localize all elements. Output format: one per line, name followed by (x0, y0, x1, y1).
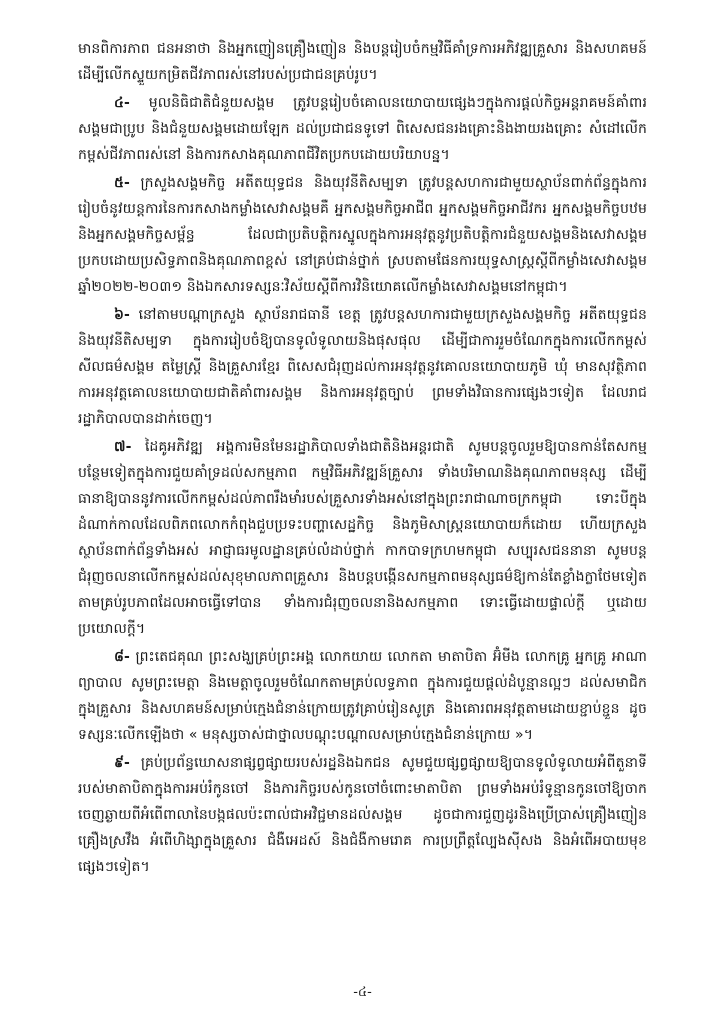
item-number: ៥- (114, 175, 130, 191)
paragraph-text: នៅតាមបណ្តាក្រសួង ស្ថាប័នរាជធានី ខេត្ត ត្រូវបន្តសហការជាមួយក្រសួងសង្គមកិច្ច អតីតយុទ្ធជន និងយុវនីតិសម្បទា ក្នុងការរៀបចំឱ្យបានទូលំទូលាយនិងផុសផុល ដើម្បីជាការរួមចំណែកក្នុងការលើកកម្ពស់សីលធម៌សង្គម តម្លៃស្ត្រី និងគ្រួសារខ្មែរ ពិសេសជំរុញដល់ការអនុវត្តនូវគោលនយោបាយភូមិ ឃុំ មានសុវត្ថិភាព ការអនុវត្តគោលនយោបាយជាតិគាំពារសង្គម និងការអនុវត្តច្បាប់ ព្រមទាំងវិធានការផ្សេងៗទៀត ដែលរាជរដ្ឋាភិបាលបានដាក់ចេញ។ (78, 307, 647, 427)
item-number: ៦- (114, 307, 130, 323)
paragraph-text: មូលនិធិជាតិជំនួយសង្គម ត្រូវបន្តរៀបចំគោលនយោបាយផ្សេងៗក្នុងការផ្តល់កិច្ចអន្តរាគមន៍គាំពារសង្គមជាប្រូប និងជំនួយសង្គមដោយឡែក ដល់ប្រជាជនទូទៅ ពិសេសជនរងគ្រោះនិងងាយរងគ្រោះ សំដៅលើកកម្ពស់ជីវភាពរស់នៅ និងការកសាងគុណភាពជីវិតប្រកបដោយបរិយាបន្ន។ (78, 95, 647, 163)
paragraph-item-4 (78, 90, 647, 168)
page-number: -៤- (353, 985, 372, 1000)
paragraph-item-9 (78, 750, 647, 880)
paragraph-text: ព្រះតេជគុណ ព្រះសង្ឃគ្រប់ព្រះអង្គ លោកយាយ លោកតា មាតាបិតា អ៊ំមីង លោកគ្រូ អ្នកគ្រូ អាណាព្យាបាល សូមព្រះមេត្តា និងមេត្តាចូលរួមចំណែកតាមគ្រប់លទ្ធភាព ក្នុងការជួយផ្តល់ដំបូន្មានល្អៗ ដល់សមាជិកក្នុងគ្រួសារ និងសហគមន៍សម្រាប់ក្មេងជំនាន់ក្រោយត្រូវគ្រាប់រៀនសូត្រ និងគោរពអនុវត្តតាមដោយខ្ជាប់ខ្ជួន ដូចទស្សនៈលើកឡើងថា « មនុស្សចាស់ជាថ្នាលបណ្តុះបណ្តាលសម្រាប់ក្មេងជំនាន់ក្រោយ »។ (78, 649, 647, 743)
paragraph-item-6 (78, 302, 647, 432)
paragraph-text: ក្រសួងសង្គមកិច្ច អតីតយុទ្ធជន និងយុវនីតិសម្បទា ត្រូវបន្តសហការជាមួយស្ថាប័នពាក់ព័ន្ធក្នុងការរៀបចំនូវយន្តការនៃការកសាងកម្លាំងសេវាសង្គមគឺ អ្នកសង្គមកិច្ចអាជីព អ្នកសង្គមកិច្ចអាជីវករ អ្នកសង្គមកិច្ចបឋម និងអ្នកសង្គមកិច្ចសម្ព័ន្ធ ដែលជាប្រតិបត្តិករស្នូលក្នុងការអនុវត្តនូវប្រតិបត្តិការជំនួយសង្គមនិងសេវាសង្គម ប្រកបដោយប្រសិទ្ធភាពនិងគុណភាពខ្ពស់ នៅគ្រប់ជាន់ថ្នាក់ ស្របតាមផែនការយុទ្ធសាស្ត្រស្តីពីកម្លាំងសេវាសង្គម ឆ្នាំ២០២២-២០៣១ និងឯកសារទស្សនៈវិស័យស្តីពីការវិនិយោគលើកម្លាំងសេវាសង្គមនៅកម្ពុជា។ (78, 175, 647, 295)
paragraph-item-8 (78, 644, 647, 748)
paragraph-text: ដៃគូអភិវឌ្ឍ អង្គការមិនមែនរដ្ឋាភិបាលទាំងជាតិនិងអន្តរជាតិ សូមបន្តចូលរួមឱ្យបានកាន់តែសកម្មបន្ថែមទៀតក្នុងការជួយគាំទ្រដល់សកម្មភាព កម្មវិធីអភិវឌ្ឍន៍គ្រួសារ ទាំងបរិមាណនិងគុណភាពមនុស្ស ដើម្បីធានាឱ្យបាននូវការលើកកម្ពស់ដល់ភាពរឹងមាំរបស់គ្រួសារទាំងអស់នៅក្នុងព្រះរាជាណាចក្រកម្ពុជា ទោះបីក្នុងដំណាក់កាលដែលពិភពលោកកំពុងជួបប្រទះបញ្ហាសេដ្ឋកិច្ច និងភូមិសាស្ត្រនយោបាយក៏ដោយ ហើយក្រសួង ស្ថាប័នពាក់ព័ន្ធទាំងអស់ អាជ្ញាធរមូលដ្ឋានគ្រប់លំដាប់ថ្នាក់ កាកបាទក្រហមកម្ពុជា សប្បុរសជននានា សូមបន្តជំរុញចលនាលើកកម្ពស់ដល់សុខុមាលភាពគ្រួសារ និងបន្តបង្កើនសកម្មភាពមនុស្សធម៌ឱ្យកាន់តែខ្លាំងក្លាថែមទៀត តាមគ្រប់រូបភាពដែលអាចធ្វើទៅបាន ទាំងការជំរុញចលនានិងសកម្មភាព ទោះធ្វើដោយផ្ទាល់ក្តី ឬដោយប្រយោលក្តី។ (78, 439, 647, 637)
paragraph-item-5 (78, 170, 647, 300)
item-number: ៧- (114, 439, 132, 455)
paragraph-text: មានពិការភាព ជនអនាថា និងអ្នកញៀនគ្រឿងញៀន និងបន្តរៀបចំកម្មវិធីគាំទ្រការអភិវឌ្ឍគ្រួសារ និងសហគមន៍ ដើម្បីលើកស្ទួយកម្រិតជីវភាពរស់នៅរបស់ប្រជាជនគ្រប់រូប។ (78, 41, 647, 83)
paragraph-text: គ្រប់ប្រព័ន្ធឃោសនាផ្សព្វផ្សាយរបស់រដ្ឋនិងឯកជន សូមជួយផ្សព្វផ្សាយឱ្យបានទូលំទូលាយអំពីតួនាទីរបស់មាតាបិតាក្នុងការអប់រំកូនចៅ និងភារកិច្ចរបស់កូនចៅចំពោះមាតាបិតា ព្រមទាំងអប់រំទូន្មានកូនចៅឱ្យចាកចេញឆ្ងាយពីអំពើពាលានៃបង្កផលប៉ះពាល់ជាអវិជ្ជមានដល់សង្គម ដូចជាការជួញដូរនិងប្រើប្រាស់គ្រឿងញៀន គ្រឿងស្រវឹង អំពើហិង្សាក្នុងគ្រួសារ ជំងឺអេដស៍ និងជំងឺកាមរោគ ការប្រព្រឹត្តល្បែងស៊ីសង និងអំពើអបាយមុខផ្សេងៗទៀត។ (78, 755, 647, 875)
item-number: ៤- (114, 95, 130, 111)
item-number: ៨- (114, 649, 130, 665)
paragraph-item-7 (78, 434, 647, 642)
paragraph-continuation (78, 36, 647, 88)
item-number: ៩- (114, 755, 130, 771)
